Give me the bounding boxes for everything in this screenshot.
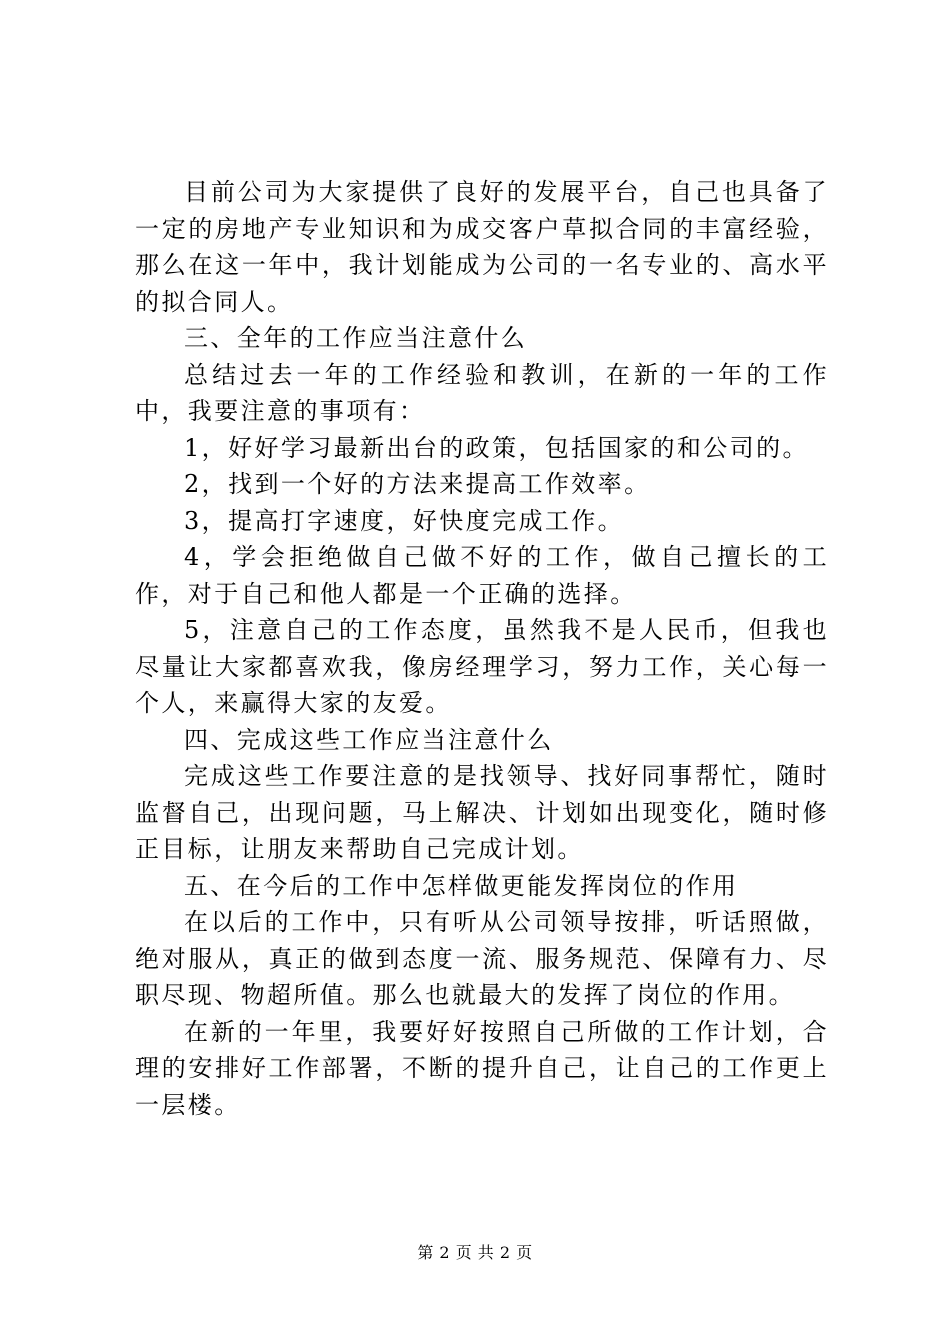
section-heading: 三、全年的工作应当注意什么 <box>184 324 528 352</box>
list-item: 2，找到一个好的方法来提高工作效率。 <box>184 470 651 498</box>
section-heading: 四、完成这些工作应当注意什么 <box>184 725 554 754</box>
paragraph: 目前公司为大家提供了良好的发展平台，自己也具备了一定的房地产专业知识和为成交客户草拟合同的丰富经验，那么在这一年中，我计划能成为公司的一名专业的、高水平的拟合同人。 <box>135 178 829 316</box>
list-item: 3，提高打字速度，好快度完成工作。 <box>184 506 625 535</box>
paragraph: 在以后的工作中，只有听从公司领导按排，听话照做，绝对服从，真正的做到态度一流、服务规范、保障有力、尽职尽现、物超所值。那么也就最大的发挥了岗位的作用。 <box>135 908 829 1009</box>
list-item: 1，好好学习最新出台的政策，包括国家的和公司的。 <box>184 433 809 462</box>
list-item: 4，学会拒绝做自己做不好的工作，做自己擅长的工作，对于自己和他人都是一个正确的选择。 <box>135 543 829 608</box>
section-heading: 五、在今后的工作中怎样做更能发挥岗位的作用 <box>184 871 739 900</box>
list-item: 5，注意自己的工作态度，虽然我不是人民币，但我也尽量让大家都喜欢我，像房经理学习，努力工作，关心每一个人，来赢得大家的友爱。 <box>135 616 829 717</box>
paragraph: 总结过去一年的工作经验和教训，在新的一年的工作中，我要注意的事项有： <box>135 360 829 425</box>
document-body <box>135 174 829 1123</box>
page-footer: 第 2 页 共 2 页 <box>417 1243 533 1262</box>
paragraph: 完成这些工作要注意的是找领导、找好同事帮忙，随时监督自己，出现问题，马上解决、计划如出现变化，随时修正目标，让朋友来帮助自己完成计划。 <box>135 762 829 863</box>
paragraph: 在新的一年里，我要好好按照自己所做的工作计划，合理的安排好工作部署，不断的提升自己，让自己的工作更上一层楼。 <box>135 1017 829 1119</box>
